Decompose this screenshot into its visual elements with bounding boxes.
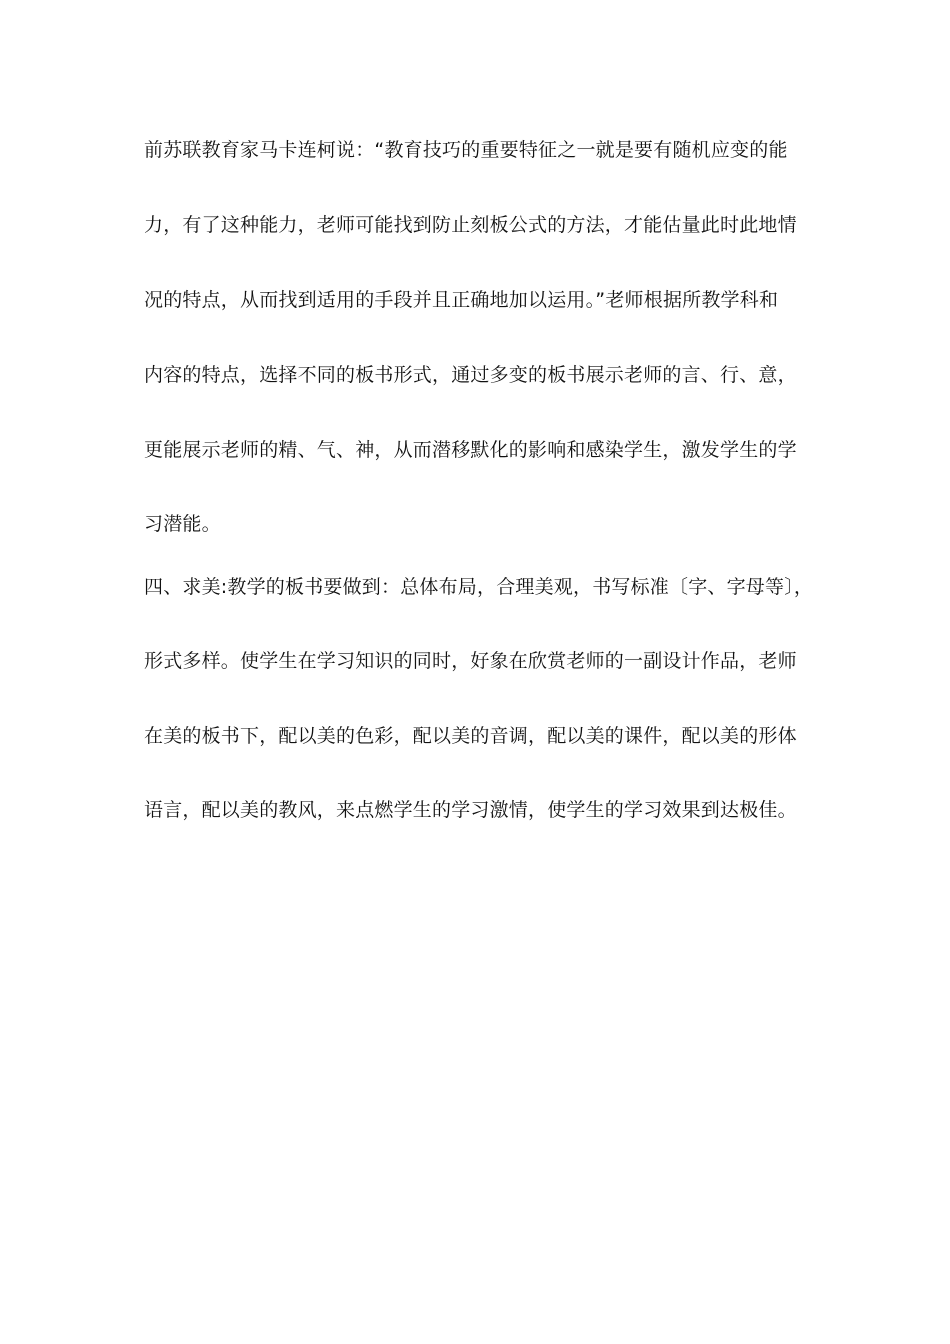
paragraph-2-line-3: 在美的板书下，配以美的色彩，配以美的音调，配以美的课件，配以美的形体 — [144, 725, 797, 747]
paragraph-1-line-1: 前苏联教育家马卡连柯说：“教育技巧的重要特征之一就是要有随机应变的能 — [144, 139, 788, 161]
paragraph-1-line-2: 力，有了这种能力，老师可能找到防止刻板公式的方法，才能估量此时此地情 — [144, 214, 797, 236]
paragraph-1-line-6: 习潜能。 — [144, 513, 221, 535]
paragraph-1-line-4: 内容的特点，选择不同的板书形式，通过多变的板书展示老师的言、行、意， — [144, 364, 797, 386]
paragraph-1-line-5: 更能展示老师的精、气、神，从而潜移默化的影响和感染学生，激发学生的学 — [144, 439, 797, 461]
paragraph-2-line-2: 形式多样。使学生在学习知识的同时，好象在欣赏老师的一副设计作品，老师 — [144, 650, 797, 672]
paragraph-2-line-4: 语言，配以美的教风，来点燃学生的学习激情，使学生的学习效果到达极佳。 — [144, 799, 797, 821]
paragraph-2-line-1: 四、求美:教学的板书要做到：总体布局，合理美观，书写标准〔字、字母等〕， — [144, 576, 814, 598]
paragraph-1-line-3: 况的特点，从而找到适用的手段并且正确地加以运用。”老师根据所教学科和 — [144, 289, 779, 311]
